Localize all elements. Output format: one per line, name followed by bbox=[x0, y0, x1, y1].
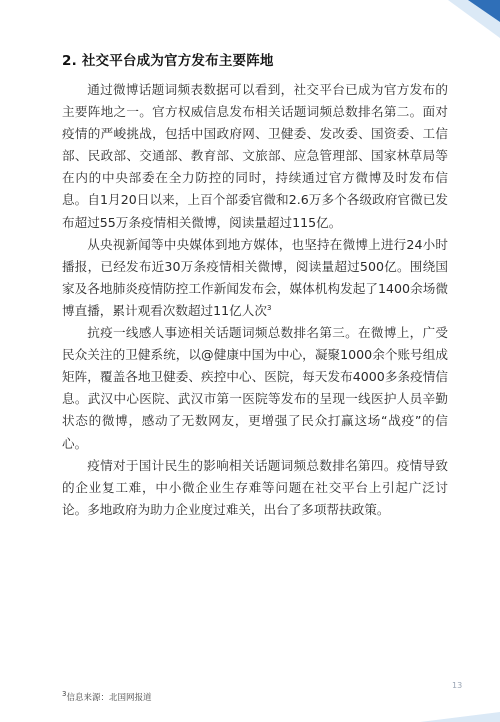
page-number: 13 bbox=[452, 681, 463, 690]
paragraph-1: 通过微博话题词频表数据可以看到，社交平台已成为官方发布的主要阵地之一。官方权威信息发布相关话题词频总数排名第二。面对疫情的严峻挑战，包括中国政府网、卫健委、发改委、国资委、工信部、民政部、交通部、教育部、文旅部、应急管理部、国家林草局等在内的中央部委在全力防控的同时，持续通过官方微博及时发布信息。自1月20日以来，上百个部委官微和2.6万多个各级政府官微已发布超过55万条疫情相关微博，阅读量超过115亿。 bbox=[62, 82, 448, 230]
corner-decoration bbox=[410, 0, 500, 38]
footnote-text: 信息来源：北国网报道 bbox=[66, 693, 152, 703]
bottom-decoration bbox=[0, 706, 500, 722]
footnote-marker: 3 bbox=[62, 690, 67, 699]
footnote bbox=[62, 691, 151, 703]
footnote-reference: 3 bbox=[266, 303, 272, 312]
paragraph-2-text: 从央视新闻等中央媒体到地方媒体，也坚持在微博上进行24小时播报，已经发布近30万条疫情相关微博，阅读量超过500亿。围绕国家及各地肺炎疫情防控工作新闻发布会，媒体机构发起了1400余场微博直播，累计观看次数超过11亿人次 bbox=[62, 236, 448, 318]
section-heading: 2. 社交平台成为官方发布主要阵地 bbox=[62, 53, 274, 69]
paragraph-4: 疫情对于国计民生的影响相关话题词频总数排名第四。疫情导致的企业复工难，中小微企业生存难等问题在社交平台上引起广泛讨论。多地政府为助力企业度过难关，出台了多项帮扶政策。 bbox=[62, 457, 448, 517]
paragraph-2 bbox=[62, 234, 448, 322]
page-body bbox=[62, 50, 448, 521]
paragraph-3: 抗疫一线感人事迹相关话题词频总数排名第三。在微博上，广受民众关注的卫健系统，以@健康中国为中心，凝聚1000余个账号组成矩阵，覆盖各地卫健委、疾控中心、医院，每天发布4000多条疫情信息。武汉中心医院、武汉市第一医院等发布的呈现一线医护人员辛勤状态的微博，感动了无数网友，更增强了民众打赢这场“战疫”的信心。 bbox=[62, 325, 448, 451]
